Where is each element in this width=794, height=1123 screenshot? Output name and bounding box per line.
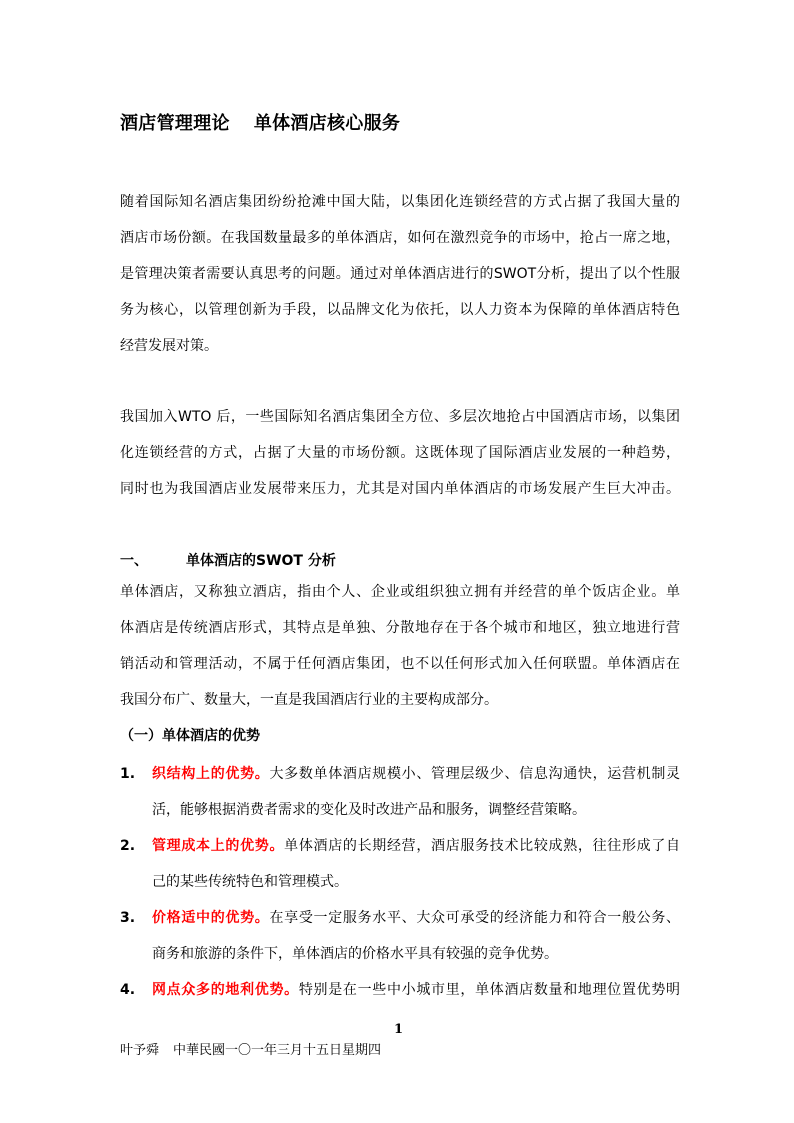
intro-line: 务为核心，以管理创新为手段，以品牌文化为依托，以人力资本为保障的单体酒店特色 [120,302,680,318]
highlight-text: 管理成本上的优势。 [152,838,285,854]
intro-line: 随着国际知名酒店集团纷纷抢滩中国大陆，以集团化连锁经营的方式占据了我国大量的 [120,194,680,210]
title-part-1: 酒店管理理论 [120,113,230,134]
wto-line: 我国加入WTO 后，一些国际知名酒店集团全方位、多层次地抢占中国酒店市场，以集团 [120,409,680,425]
intro-line: 酒店市场份额。在我国数量最多的单体酒店，如何在激烈竞争的市场中，抢占一席之地， [120,230,680,246]
list-text: 单体酒店的长期经营，酒店服务技术比较成熟，往往形成了自 [284,838,680,854]
wto-line: 同时也为我国酒店业发展带来压力，尤其是对国内单体酒店的市场发展产生巨大冲击。 [120,481,680,497]
section-line: 体酒店是传统酒店形式，其特点是单独、分散地存在于各个城市和地区，独立地进行营 [120,620,680,636]
list-item [120,828,680,900]
list-text: 在享受一定服务水平、大众可承受的经济能力和符合一般公务、 [269,910,681,926]
section-line: 我国分布广、数量大，一直是我国酒店行业的主要构成部分。 [120,692,498,708]
section-line: 销活动和管理活动，不属于任何酒店集团，也不以任何形式加入任何联盟。单体酒店在 [120,656,680,672]
list-item [120,756,680,828]
list-marker: 2. [120,838,136,854]
highlight-text: 织结构上的优势。 [152,766,270,782]
section-paragraph [120,574,680,718]
section-title: 单体酒店的SWOT 分析 [186,553,336,569]
list-marker: 1. [120,766,136,782]
footer-date: 中華民國一〇一年三月十五日星期四 [173,1043,382,1058]
title-part-2: 单体酒店核心服务 [253,113,401,134]
intro-paragraph [120,184,680,364]
subsection-heading: （一）单体酒店的优势 [120,728,260,744]
wto-line: 化连锁经营的方式，占据了大量的市场份额。这既体现了国际酒店业发展的一种趋势， [120,445,680,461]
list-text: 商务和旅游的条件下，单体酒店的价格水平具有较强的竞争优势。 [152,946,558,962]
highlight-text: 价格适中的优势。 [152,910,270,926]
page-footer [120,1039,381,1058]
list-text: 活，能够根据消费者需求的变化及时改进产品和服务，调整经营策略。 [152,802,586,818]
section-line: 单体酒店，又称独立酒店，指由个人、企业或组织独立拥有并经营的单个饭店企业。单 [120,584,680,600]
list-marker: 4. [120,982,136,998]
intro-line: 是管理决策者需要认真思考的问题。通过对单体酒店进行的SWOT分析，提出了以个性服 [120,266,680,282]
section-number: 一、 [120,553,148,569]
wto-paragraph [120,399,680,507]
document-title [120,109,400,135]
page-number: 1 [394,1022,404,1037]
list-text: 大多数单体酒店规模小、管理层级少、信息沟通快，运营机制灵 [269,766,681,782]
list-item [120,972,680,1008]
list-text: 特别是在一些中小城市里，单体酒店数量和地理位置优势明 [298,982,681,998]
footer-author: 叶予舜 [120,1043,160,1058]
list-text: 己的某些传统特色和管理模式。 [152,874,348,890]
intro-line: 经营发展对策。 [120,338,218,354]
list-marker: 3. [120,910,136,926]
list-item [120,900,680,972]
highlight-text: 网点众多的地利优势。 [152,982,299,998]
